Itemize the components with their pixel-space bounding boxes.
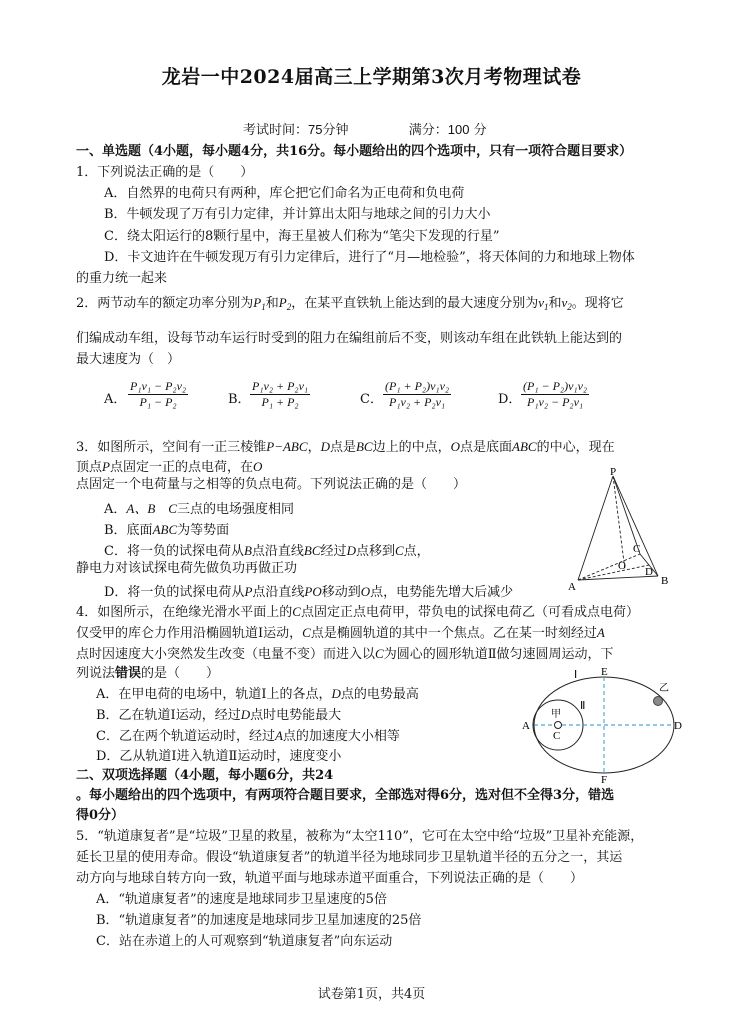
q4-text: 点是椭圆轨道的其中一个焦点。乙在某一时刻经过	[310, 626, 597, 641]
q3-text: 的中心，现在	[536, 440, 615, 455]
q2-b-denominator: P₁ + P₂	[261, 395, 299, 409]
q3-math: O	[252, 459, 263, 474]
q3-option-b	[104, 521, 229, 540]
time-label: 考试时间：	[243, 123, 309, 138]
q4-text: 点的加速度大小相等	[282, 729, 400, 744]
q3-text: A．	[104, 502, 127, 517]
q2-text-c: ，在某平直铁轨上能达到的最大速度分别为	[291, 296, 539, 311]
q1-option-b: B．牛顿发现了万有引力定律，并计算出太阳与地球之间的引力大小	[104, 207, 491, 222]
q3-text: 点移到	[355, 544, 395, 559]
q3-line2	[76, 458, 262, 477]
q4-option-b	[96, 706, 341, 725]
q3-math: C	[394, 543, 404, 558]
section2-heading-line3: 得0分）	[76, 808, 125, 823]
label-c: C	[633, 543, 641, 555]
label-jia: 甲	[551, 709, 561, 720]
q3-math: BC	[355, 439, 373, 454]
q3-text: 顶点	[76, 460, 103, 475]
label-orbit-ii: Ⅱ	[580, 700, 586, 712]
q3-math: P	[244, 584, 253, 599]
q4-line1	[76, 603, 639, 622]
q2-c-numerator: (P₁ + P₂)v₁v₂	[385, 379, 450, 393]
q4-option-c	[96, 727, 400, 746]
q3-text: 点固定一正的点电荷，在	[109, 460, 253, 475]
q4-math: D	[331, 686, 341, 701]
q2-option-c-fraction	[383, 379, 451, 410]
q4-text: 的是（ ）	[141, 666, 220, 681]
q3-text: 经过	[320, 544, 347, 559]
label-yi: 乙	[659, 683, 669, 694]
charge-jia-icon	[555, 722, 562, 729]
q3-math: ABC	[512, 439, 537, 454]
q1-option-c: C．绕太阳运行的8颗行星中，海王星被人们称为“笔尖下发现的行星”	[104, 229, 500, 244]
q3-text: 点沿直线	[252, 585, 305, 600]
q2-option-b-fraction	[250, 379, 310, 410]
label-e: E	[601, 666, 608, 678]
q3-text: ，	[307, 440, 321, 455]
pyramid-figure	[566, 466, 676, 592]
q2-option-d-label: D．	[498, 392, 522, 407]
q3-text: 3．如图所示，空间有一正三棱锥	[76, 440, 267, 455]
q5-option-c: C．站在赤道上的人可观察到“轨道康复者”向东运动	[96, 934, 393, 949]
q3-line3: 点固定一个电荷量与之相等的负点电荷。下列说法正确的是（ ）	[76, 477, 467, 492]
q3-math: B	[243, 543, 252, 558]
q4-option-d: D．乙从轨道Ⅰ进入轨道Ⅱ运动时，速度变小	[96, 749, 342, 764]
q4-text: 点固定正点电荷甲，带负电的试探电荷乙（可看成点电荷）	[300, 605, 639, 620]
q2-text-d: 和	[548, 296, 562, 311]
q2-b-numerator: P₁v₂ + P₂v₁	[252, 379, 309, 393]
q4-math: A	[596, 625, 605, 640]
q1-option-a: A．自然界的电荷只有两种，库仑把它们命名为正电荷和负电荷	[104, 186, 465, 201]
q5-line3: 动方向与地球自转方向一致，轨道平面与地球赤道平面重合，下列说法正确的是（ ）	[76, 871, 584, 886]
q2-line3: 最大速度为（ ）	[76, 352, 181, 367]
q2-option-d-fraction	[521, 379, 589, 410]
q3-math: O	[450, 439, 461, 454]
label-a: A	[568, 581, 576, 592]
q5-line1: 5．“轨道康复者”是“垃圾”卫星的救星，被称为“太空110”，它可在太空中给“垃圾”卫星补充能源，	[76, 829, 644, 844]
q3-text: 边上的中点，	[372, 440, 451, 455]
q3-math: D	[320, 439, 330, 454]
q2-text-b: 和	[265, 296, 279, 311]
edge-ac	[578, 554, 640, 580]
label-f: F	[601, 774, 608, 783]
q4-math: C	[375, 646, 384, 661]
q3-text: 点是	[329, 440, 356, 455]
q3-option-d	[104, 583, 513, 602]
q4-math: C	[292, 604, 301, 619]
q2-d-denominator: P₁v₂ − P₂v₁	[526, 395, 584, 409]
q3-math: O	[360, 584, 371, 599]
q4-text: 为圆心的圆形轨道Ⅱ做匀速圆周运动，下	[383, 647, 614, 662]
section1-heading: 一、单选题（4小题，每小题4分，共16分。每小题给出的四个选项中，只有一项符合题目要求）	[76, 144, 633, 159]
q4-math: A	[274, 728, 283, 743]
q4-text: 点的电势最高	[340, 687, 419, 702]
label-o: O	[618, 560, 626, 572]
q4-text: C．乙在两个轨道运动时，经过	[96, 729, 275, 744]
q2-line1: 2．两节动车的额定功率分别为$P_1$和$P_2$，在某平直铁轨上能达到的最大速度分别为$v_1$和$v_2$。现将它	[76, 295, 624, 312]
q2-line2: 们编成动车组，设每节动车运行时受到的阻力在编组前后不变，则该动车组在此铁轨上能达到的	[76, 331, 623, 346]
orbit-figure	[518, 665, 688, 783]
q2-option-a-label: A．	[104, 392, 127, 407]
section2-heading-line2: 。每小题给出的四个选项中，有两项符合题目要求，全部选对得6分，选对但不全得3分，错选	[76, 788, 615, 803]
page-footer: 试卷第1页，共4页	[317, 987, 426, 1002]
q1-stem: 1．下列说法正确的是（ ）	[76, 165, 254, 180]
q3-math: PO	[304, 584, 322, 599]
q4-math: D	[240, 707, 251, 722]
q3-math: D	[346, 543, 356, 558]
q3-line1	[76, 438, 615, 457]
time-unit: 分钟	[322, 123, 349, 138]
label-b: B	[661, 575, 669, 587]
line-ad	[578, 565, 649, 580]
q5-option-a: A．“轨道康复者”的速度是地球同步卫星速度的5倍	[96, 892, 387, 907]
q4-text: A．在甲电荷的电场中，轨道Ⅰ上的各点，	[96, 687, 332, 702]
q3-math: P	[102, 459, 110, 474]
q2-d-numerator: (P₁ − P₂)v₁v₂	[523, 379, 588, 393]
q4-text: 点时电势能最大	[250, 708, 342, 723]
section2-heading-line1: 二、双项选择题（4小题，每小题6分，共24	[76, 768, 334, 783]
exam-info	[243, 121, 487, 140]
q4-line3	[76, 645, 614, 664]
q1-option-d-line1: D．卡文迪许在牛顿发现万有引力定律后，进行了“月—地检验”，将天体间的力和地球上物体	[104, 250, 635, 265]
q3-math: A、B C	[126, 501, 177, 516]
q3-math: P−ABC	[266, 439, 308, 454]
q2-c-denominator: P₁v₂ + P₂v₁	[388, 395, 446, 409]
score-value: 100	[447, 122, 470, 137]
label-d: D	[645, 566, 653, 578]
q3-text: B．底面	[104, 523, 153, 538]
q3-text: 三点的电场强度相同	[176, 502, 294, 517]
q2-a-denominator: P₁ − P₂	[139, 395, 177, 409]
q4-text: 列说法	[76, 666, 116, 681]
time-value: 75	[308, 122, 323, 137]
q2-option-a-fraction	[128, 379, 188, 410]
q3-math: BC	[303, 543, 321, 558]
q4-text: B．乙在轨道Ⅰ运动，经过	[96, 708, 241, 723]
q3-text: D．将一负的试探电荷从	[104, 585, 245, 600]
label-a: A	[522, 720, 530, 732]
score-unit: 分	[473, 123, 487, 138]
page-title: 龙岩一中2024届高三上学期第3次月考物理试卷	[161, 66, 582, 88]
q4-emphasis: 错误	[115, 666, 142, 681]
edge-pa	[578, 476, 613, 580]
q3-text: 点沿直线	[251, 544, 304, 559]
q3-math: ABC	[152, 522, 178, 537]
q4-option-a	[96, 685, 419, 704]
q3-text: 为等势面	[177, 523, 230, 538]
q4-text: 仅受甲的库仑力作用沿椭圆轨道Ⅰ运动，	[76, 626, 303, 641]
q4-text: 点时因速度大小突然发生改变（电量不变）而进入以	[76, 647, 376, 662]
score-label: 满分：	[408, 123, 448, 138]
charge-yi-icon	[654, 697, 663, 706]
q2-text-a: 2．两节动车的额定功率分别为	[76, 296, 254, 311]
q2-option-b-label: B．	[228, 392, 251, 407]
q2-a-numerator: P₁v₁ − P₂v₂	[130, 379, 187, 393]
q4-line2	[76, 624, 605, 643]
q1-option-d-line2: 的重力统一起来	[76, 271, 168, 286]
label-c: C	[553, 730, 561, 742]
label-d: D	[674, 720, 682, 732]
q3-text: 点，电势能先增大后减少	[370, 585, 514, 600]
q5-option-b: B．“轨道康复者”的加速度是地球同步卫星加速度的25倍	[96, 913, 422, 928]
q4-math: C	[302, 625, 311, 640]
q3-option-a	[104, 500, 294, 519]
label-p: P	[610, 466, 617, 478]
q3-option-c	[104, 542, 430, 561]
q3-text: 点是底面	[460, 440, 513, 455]
q3-text: 点，	[403, 544, 430, 559]
q3-text: 移动到	[321, 585, 361, 600]
q3-text: C．将一负的试探电荷从	[104, 544, 244, 559]
q4-text: 4．如图所示，在绝缘光滑水平面上的	[76, 605, 293, 620]
q2-text-e: 。现将它	[571, 296, 624, 311]
q5-line2: 延长卫星的使用寿命。假设“轨道康复者”的轨道半径为地球同步卫星轨道半径的五分之一，其运	[76, 850, 623, 865]
q3-option-c-line2: 静电力对该试探电荷先做负功再做正功	[76, 561, 298, 576]
label-orbit-i: Ⅰ	[574, 669, 578, 681]
q2-option-c-label: C．	[360, 392, 383, 407]
q4-line4	[76, 665, 219, 683]
